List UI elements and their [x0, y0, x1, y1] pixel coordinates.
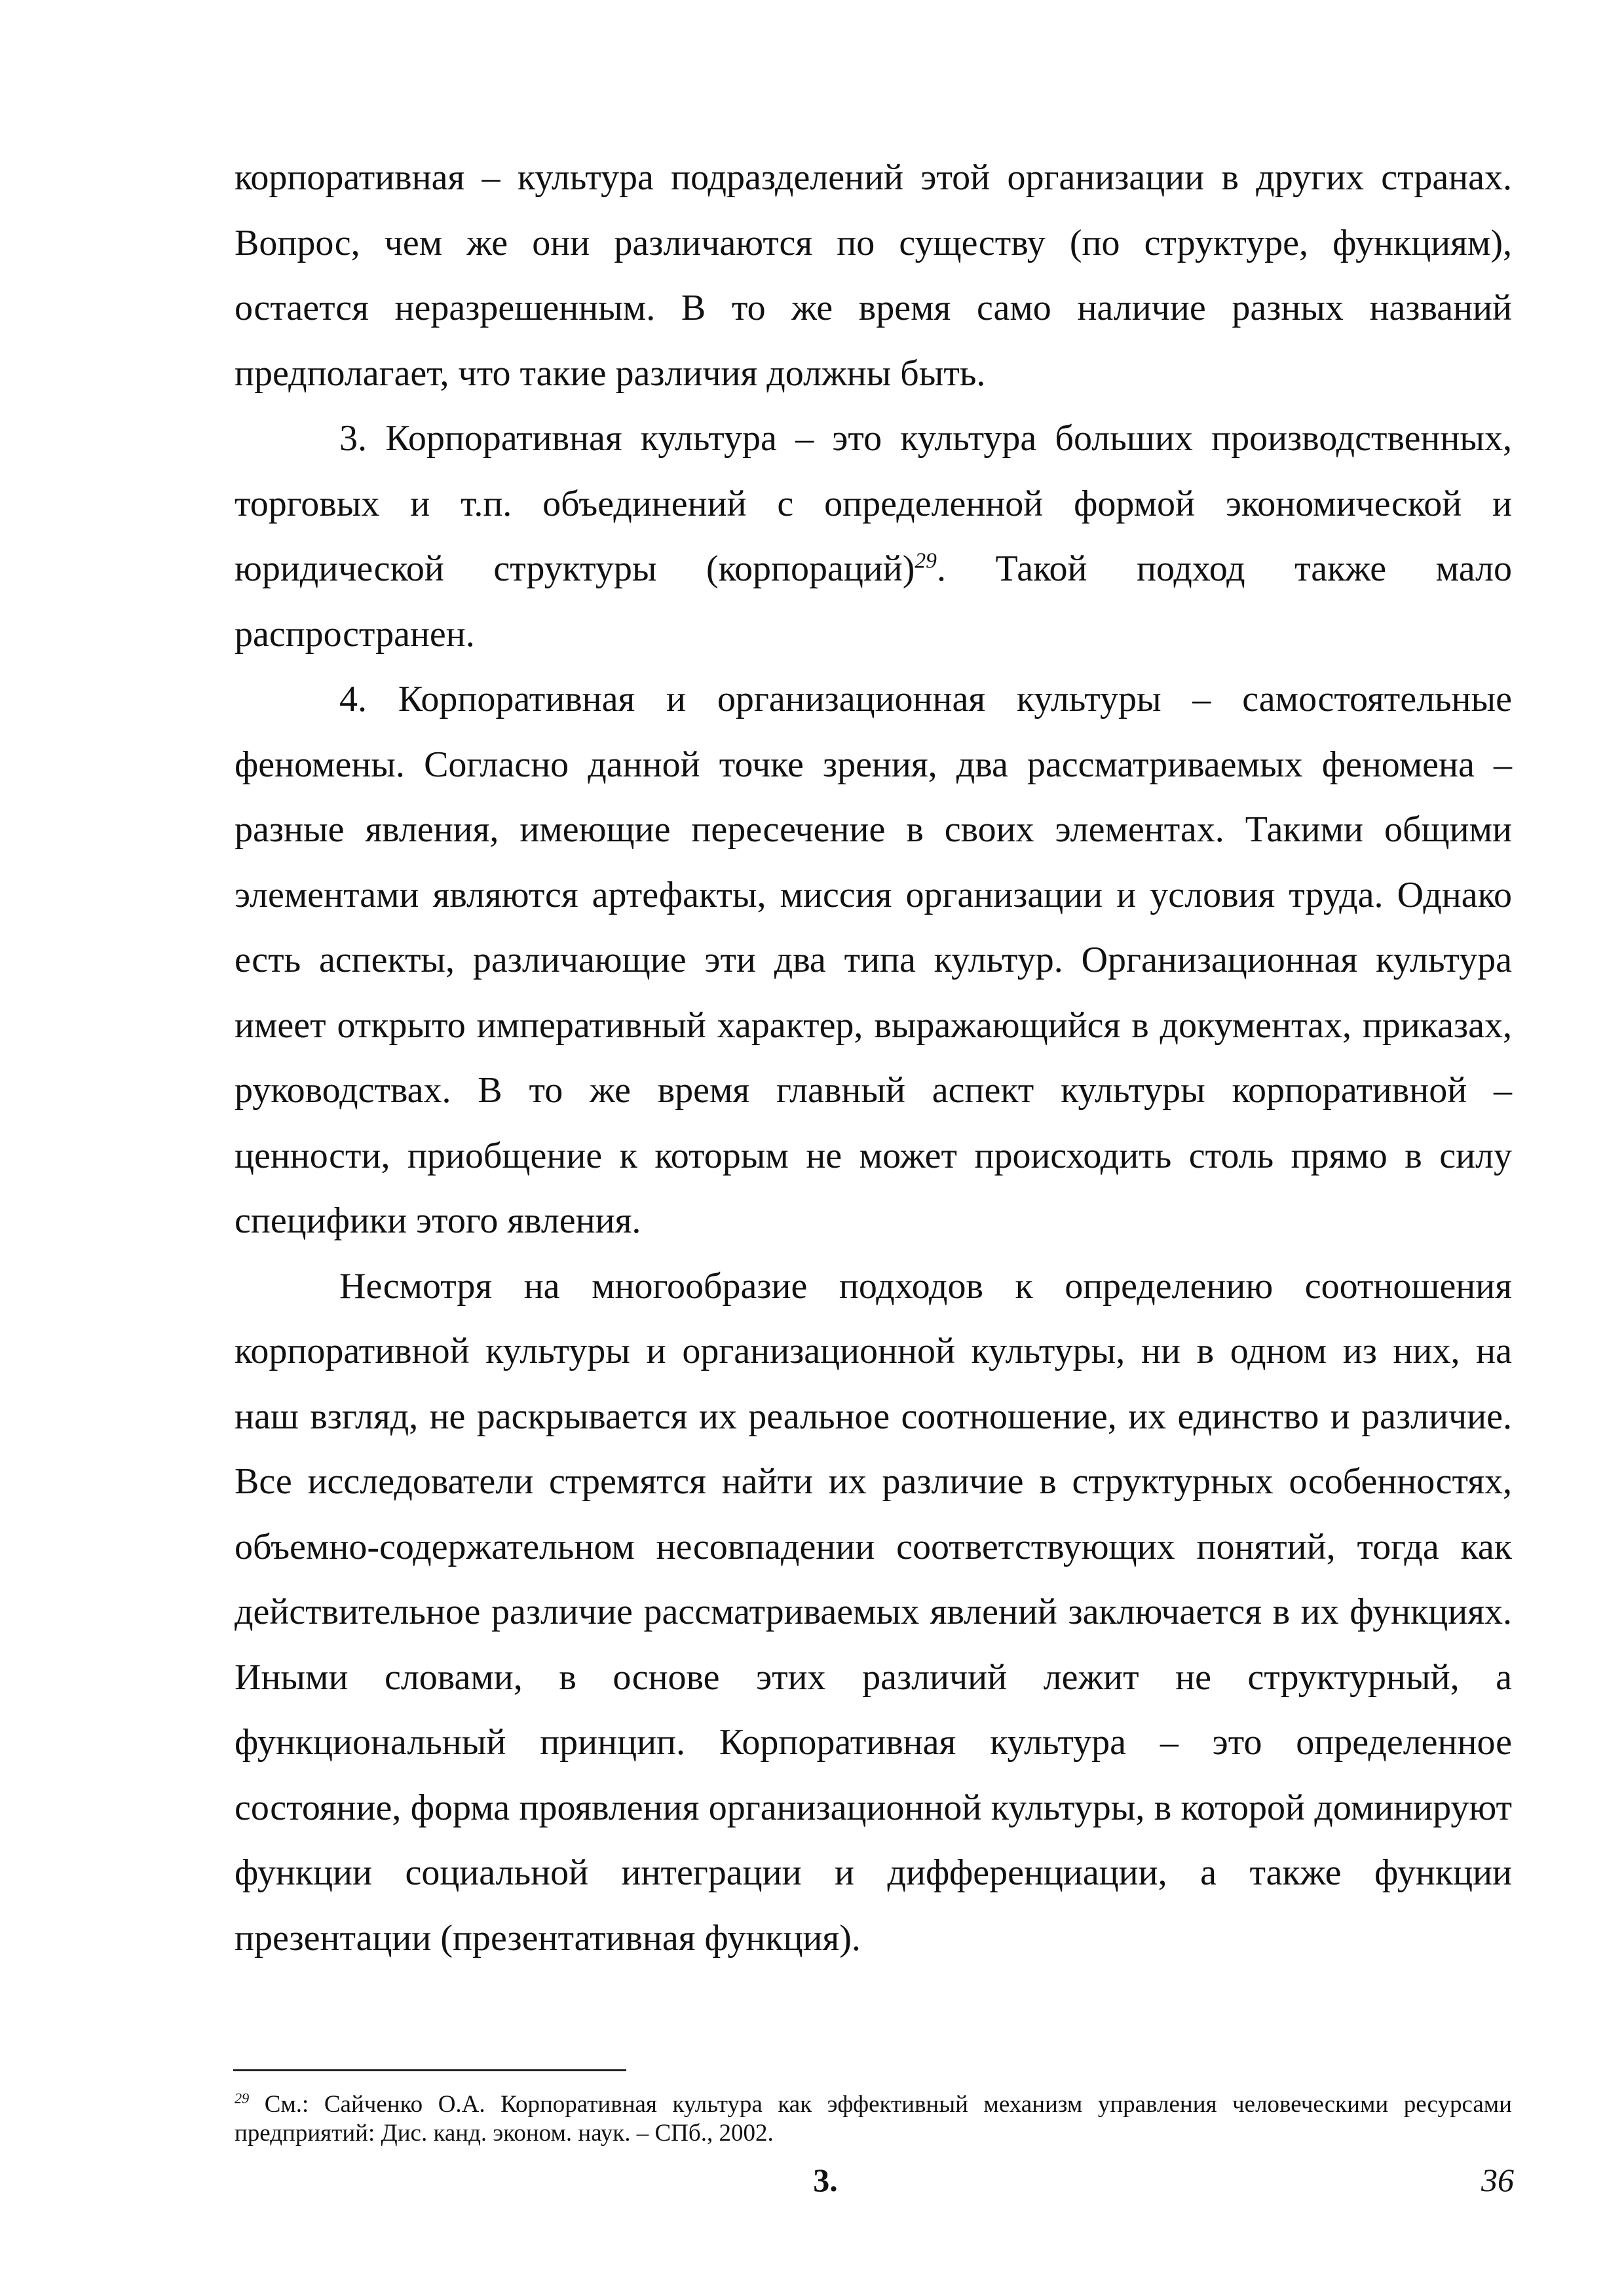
paragraph-item-3	[235, 406, 1512, 667]
paragraph-conclusion: Несмотря на многообразие подходов к определению соотношения корпоративной культуры и организационной культуры, ни в одном из них, на наш взгляд, не раскрывается их реальное соотношение, их единство и различие. Все исследователи стремятся найти их различие в структурных особенностях, объемно-содержательном несовпадении соответствующих понятий, тогда как действительное различие рассматриваемых явлений заключается в их функциях. Иными словами, в основе этих различий лежит не структурный, а функциональный принцип. Корпоративная культура – это определенное состояние, форма проявления организационной культуры, в которой доминируют функции социальной интеграции и дифференциации, а также функции презентации (презентативная функция).	[235, 1265, 1512, 1959]
paragraph-item-3-tail: . Такой подход также мало распространен.	[235, 548, 1512, 655]
footnote-reference[interactable]: 29	[915, 548, 937, 573]
footnote-marker: 29	[235, 2090, 250, 2107]
section-label: 3.	[813, 2162, 838, 2198]
body-text	[235, 145, 1512, 1971]
page-number: 36	[1481, 2162, 1514, 2198]
footnote-divider	[233, 2069, 626, 2071]
footnote-text: См.: Сайченко О.А. Корпоративная культура как эффективный механизм управления человеческими ресурсами предприятий: Дис. канд. эконом. наук. – СПб., 2002.	[235, 2091, 1512, 2147]
paragraph-item-3-text: 3. Корпоративная культура – это культура больших производственных, торговых и т.п. объединений с определенной формой экономической и юридической структуры (корпораций)	[235, 418, 1512, 589]
paragraph-item-4: 4. Корпоративная и организационная культуры – самостоятельные феномены. Согласно данной точке зрения, два рассматриваемых феномена – разные явления, имеющие пересечение в своих элементах. Такими общими элементами являются артефакты, миссия организации и условия труда. Однако есть аспекты, различающие эти два типа культур. Организационная культура имеет открыто императивный характер, выражающийся в документах, приказах, руководствах. В то же время главный аспект культуры корпоративной – ценности, приобщение к которым не может происходить столь прямо в силу специфики этого явления.	[235, 679, 1512, 1241]
paragraph-continuation: корпоративная – культура подразделений этой организации в других странах. Вопрос, чем же они различаются по существу (по структуре, функциям), остается неразрешенным. В то же время само наличие разных названий предполагает, что такие различия должны быть.	[235, 157, 1512, 394]
footnote	[235, 2090, 1512, 2148]
